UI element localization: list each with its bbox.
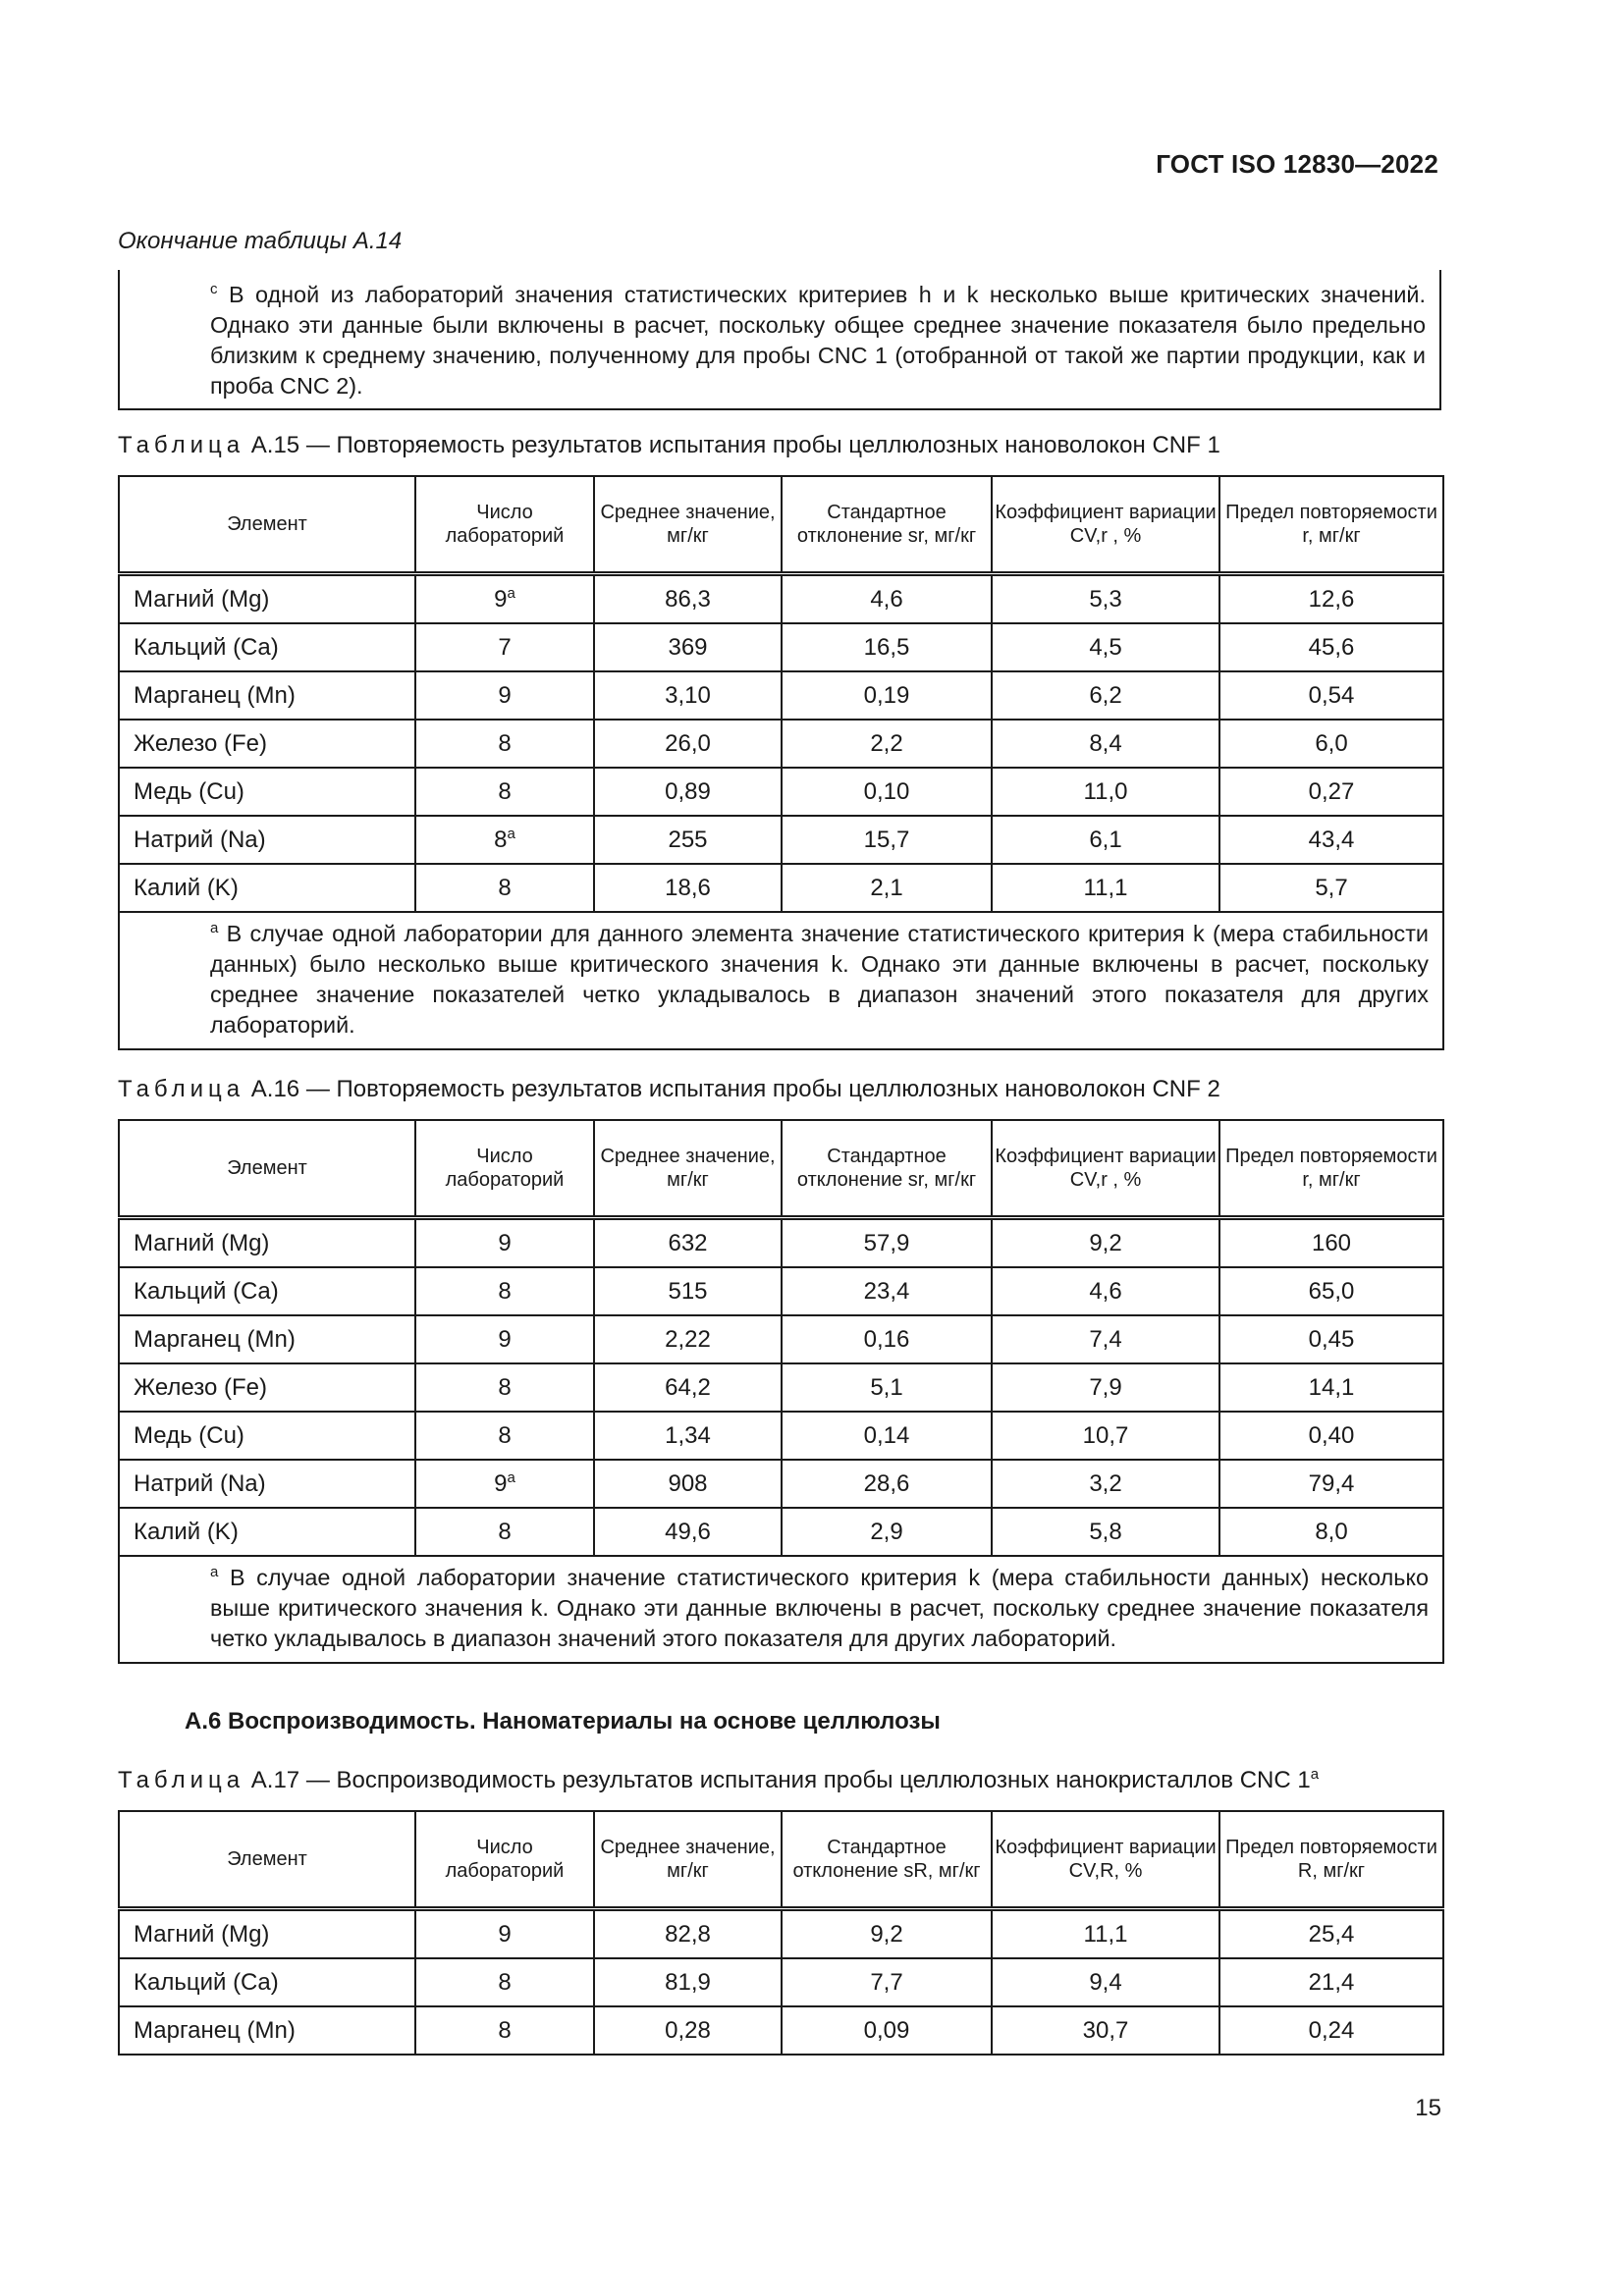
element-cell: Кальций (Ca): [119, 1267, 415, 1315]
value-cell: 7,9: [992, 1363, 1219, 1412]
element-cell: Медь (Cu): [119, 1412, 415, 1460]
value-cell: 6,0: [1219, 720, 1443, 768]
element-cell: Магний (Mg): [119, 1218, 415, 1268]
table-row: [119, 574, 1443, 624]
value-cell: 4,5: [992, 623, 1219, 671]
value-cell: 45,6: [1219, 623, 1443, 671]
value-cell: 8$^a$: [415, 816, 594, 864]
value-cell: 26,0: [594, 720, 782, 768]
element-cell: Кальций (Ca): [119, 1958, 415, 2006]
table-footnote-row: [119, 1556, 1443, 1663]
caption-text: А.16 — Повторяемость результатов испытания пробы целлюлозных нановолокон CNF 2: [244, 1076, 1220, 1102]
table-header-row: [119, 476, 1443, 574]
value-cell: 1,34: [594, 1412, 782, 1460]
value-cell: 5,3: [992, 574, 1219, 624]
value-cell: 632: [594, 1218, 782, 1268]
value-cell: 8: [415, 1958, 594, 2006]
value-cell: 255: [594, 816, 782, 864]
value-cell: 8,0: [1219, 1508, 1443, 1556]
header-cell: Коэффициент вариации CV,R, %: [992, 1811, 1219, 1909]
value-cell: 9: [415, 1315, 594, 1363]
header-cell: Элемент: [119, 1120, 415, 1218]
value-cell: 5,7: [1219, 864, 1443, 912]
table-row: [119, 1508, 1443, 1556]
value-cell: 21,4: [1219, 1958, 1443, 2006]
value-cell: 7,7: [782, 1958, 992, 2006]
value-cell: 515: [594, 1267, 782, 1315]
table-row: [119, 1909, 1443, 1959]
table-row: [119, 1363, 1443, 1412]
header-cell: Среднее значение, мг/кг: [594, 476, 782, 574]
value-cell: 0,19: [782, 671, 992, 720]
footnote-text: В случае одной лаборатории для данного элемента значение статистического критерия k (мера стабильности данных) было несколько выше критического значения k. Однако эти данные включены в расчет, поскольку среднее значение показателей четко укладывалось в диапазон значений этого показателя для других лабораторий.: [210, 921, 1430, 1038]
element-cell: Натрий (Na): [119, 1460, 415, 1508]
header-cell: Коэффициент вариации CV,r , %: [992, 1120, 1219, 1218]
previous-table-note: [118, 270, 1441, 410]
table-a15-caption: [118, 432, 1220, 459]
table-body: [119, 1218, 1443, 1557]
value-cell: 0,16: [782, 1315, 992, 1363]
header-cell: Элемент: [119, 476, 415, 574]
element-cell: Марганец (Mn): [119, 671, 415, 720]
value-cell: 9: [415, 1909, 594, 1959]
value-cell: 9$^a$: [415, 574, 594, 624]
value-cell: 2,22: [594, 1315, 782, 1363]
value-cell: 2,1: [782, 864, 992, 912]
value-cell: 9: [415, 671, 594, 720]
element-cell: Медь (Cu): [119, 768, 415, 816]
element-cell: Железо (Fe): [119, 720, 415, 768]
value-cell: 64,2: [594, 1363, 782, 1412]
value-cell: 8: [415, 1508, 594, 1556]
value-cell: 9,4: [992, 1958, 1219, 2006]
note-body: В одной из лабораторий значения статистических критериев h и k несколько выше критических значений. Однако эти данные были включены в расчет, поскольку общее среднее значение показателя было предельно близким к среднему значению, полученному для пробы CNC 1 (отобранной от такой же партии продукции, как и проба CNC 2).: [210, 282, 1426, 399]
value-cell: 10,7: [992, 1412, 1219, 1460]
value-cell: 30,7: [992, 2006, 1219, 2055]
value-cell: 9: [415, 1218, 594, 1268]
footnote-marker: a: [507, 1468, 515, 1486]
element-cell: Магний (Mg): [119, 1909, 415, 1959]
header-cell: Предел повторяемости r, мг/кг: [1219, 1120, 1443, 1218]
caption-marker: a: [1310, 1766, 1320, 1783]
value-cell: 0,10: [782, 768, 992, 816]
table-continuation-label: Окончание таблицы А.14: [118, 228, 403, 254]
table-a16-caption: [118, 1076, 1220, 1103]
value-cell: 0,89: [594, 768, 782, 816]
value-cell: 0,14: [782, 1412, 992, 1460]
header-cell: Предел повторяемости r, мг/кг: [1219, 476, 1443, 574]
value-cell: 8: [415, 768, 594, 816]
value-cell: 2,2: [782, 720, 992, 768]
value-cell: 15,7: [782, 816, 992, 864]
table-row: [119, 1412, 1443, 1460]
value-cell: 9,2: [782, 1909, 992, 1959]
value-cell: 18,6: [594, 864, 782, 912]
value-cell: 28,6: [782, 1460, 992, 1508]
table-row: [119, 720, 1443, 768]
caption-text: А.15 — Повторяемость результатов испытания пробы целлюлозных нановолокон CNF 1: [244, 432, 1220, 458]
value-cell: 8: [415, 720, 594, 768]
value-cell: 5,8: [992, 1508, 1219, 1556]
value-cell: 8: [415, 1363, 594, 1412]
footnote-marker: a: [210, 920, 219, 936]
header-cell: Число лабораторий: [415, 1811, 594, 1909]
value-cell: 0,54: [1219, 671, 1443, 720]
value-cell: 8: [415, 1412, 594, 1460]
table-row: [119, 1460, 1443, 1508]
element-cell: Железо (Fe): [119, 1363, 415, 1412]
value-cell: 14,1: [1219, 1363, 1443, 1412]
value-cell: 2,9: [782, 1508, 992, 1556]
value-cell: 5,1: [782, 1363, 992, 1412]
value-cell: 8: [415, 1267, 594, 1315]
table-row: [119, 864, 1443, 912]
footnote-marker: a: [210, 1564, 219, 1580]
table-row: [119, 1315, 1443, 1363]
table-footnote-row: [119, 912, 1443, 1049]
table-a16: [118, 1119, 1444, 1664]
value-cell: 7,4: [992, 1315, 1219, 1363]
value-cell: 6,1: [992, 816, 1219, 864]
value-cell: 11,1: [992, 864, 1219, 912]
value-cell: 0,24: [1219, 2006, 1443, 2055]
value-cell: 0,40: [1219, 1412, 1443, 1460]
value-cell: 6,2: [992, 671, 1219, 720]
note-marker: c: [210, 281, 218, 297]
value-cell: 9,2: [992, 1218, 1219, 1268]
element-cell: Кальций (Ca): [119, 623, 415, 671]
caption-lead: Таблица: [118, 432, 245, 458]
value-cell: 49,6: [594, 1508, 782, 1556]
element-cell: Калий (K): [119, 864, 415, 912]
table-a17: [118, 1810, 1444, 2056]
header-cell: Среднее значение, мг/кг: [594, 1811, 782, 1909]
value-cell: 8,4: [992, 720, 1219, 768]
table-header-row: [119, 1120, 1443, 1218]
table-row: [119, 2006, 1443, 2055]
value-cell: 25,4: [1219, 1909, 1443, 1959]
value-cell: 0,45: [1219, 1315, 1443, 1363]
value-cell: 43,4: [1219, 816, 1443, 864]
value-cell: 8: [415, 864, 594, 912]
value-cell: 0,28: [594, 2006, 782, 2055]
value-cell: 9$^a$: [415, 1460, 594, 1508]
value-cell: 0,09: [782, 2006, 992, 2055]
element-cell: Магний (Mg): [119, 574, 415, 624]
value-cell: 23,4: [782, 1267, 992, 1315]
value-cell: 0,27: [1219, 768, 1443, 816]
value-cell: 82,8: [594, 1909, 782, 1959]
caption-text: А.17 — Воспроизводимость результатов испытания пробы целлюлозных нанокристаллов CNC 1: [244, 1767, 1311, 1793]
caption-lead: Таблица: [118, 1767, 245, 1793]
footnote-marker: a: [507, 825, 515, 842]
header-cell: Предел повторяемости R, мг/кг: [1219, 1811, 1443, 1909]
value-cell: 4,6: [782, 574, 992, 624]
header-cell: Среднее значение, мг/кг: [594, 1120, 782, 1218]
value-cell: 160: [1219, 1218, 1443, 1268]
value-cell: 7: [415, 623, 594, 671]
section-heading: А.6 Воспроизводимость. Наноматериалы на основе целлюлозы: [185, 1708, 941, 1735]
header-cell: Число лабораторий: [415, 476, 594, 574]
element-cell: Натрий (Na): [119, 816, 415, 864]
table-a17-caption: [118, 1767, 1319, 1794]
table-header-row: [119, 1811, 1443, 1909]
header-cell: Стандартное отклонение sr, мг/кг: [782, 476, 992, 574]
value-cell: 11,0: [992, 768, 1219, 816]
table-footnote: [119, 1556, 1443, 1663]
header-cell: Число лабораторий: [415, 1120, 594, 1218]
table-row: [119, 816, 1443, 864]
element-cell: Калий (K): [119, 1508, 415, 1556]
value-cell: 11,1: [992, 1909, 1219, 1959]
table-a15: [118, 475, 1444, 1050]
value-cell: 81,9: [594, 1958, 782, 2006]
footnote-marker: a: [507, 584, 515, 602]
table-footnote: [119, 912, 1443, 1049]
value-cell: 16,5: [782, 623, 992, 671]
table-body: [119, 574, 1443, 913]
caption-lead: Таблица: [118, 1076, 245, 1102]
value-cell: 369: [594, 623, 782, 671]
document-header: ГОСТ ISO 12830—2022: [1156, 149, 1438, 179]
header-cell: Стандартное отклонение sR, мг/кг: [782, 1811, 992, 1909]
value-cell: 86,3: [594, 574, 782, 624]
page-number: 15: [1415, 2095, 1441, 2121]
table-row: [119, 768, 1443, 816]
table-row: [119, 623, 1443, 671]
value-cell: 4,6: [992, 1267, 1219, 1315]
table-row: [119, 671, 1443, 720]
table-row: [119, 1958, 1443, 2006]
header-cell: Стандартное отклонение sr, мг/кг: [782, 1120, 992, 1218]
table-row: [119, 1218, 1443, 1268]
footnote-text: В случае одной лаборатории значение статистического критерия k (мера стабильности данных) несколько выше критического значения k. Однако эти данные включены в расчет, поскольку среднее значение показателя четко укладывалось в диапазон значений этого показателя для других лабораторий.: [210, 1565, 1430, 1651]
value-cell: 3,2: [992, 1460, 1219, 1508]
value-cell: 3,10: [594, 671, 782, 720]
element-cell: Марганец (Mn): [119, 1315, 415, 1363]
element-cell: Марганец (Mn): [119, 2006, 415, 2055]
value-cell: 79,4: [1219, 1460, 1443, 1508]
header-cell: Элемент: [119, 1811, 415, 1909]
value-cell: 12,6: [1219, 574, 1443, 624]
note-text: [134, 280, 1426, 401]
value-cell: 8: [415, 2006, 594, 2055]
header-cell: Коэффициент вариации CV,r , %: [992, 476, 1219, 574]
value-cell: 908: [594, 1460, 782, 1508]
value-cell: 57,9: [782, 1218, 992, 1268]
table-row: [119, 1267, 1443, 1315]
table-body: [119, 1909, 1443, 2056]
value-cell: 65,0: [1219, 1267, 1443, 1315]
